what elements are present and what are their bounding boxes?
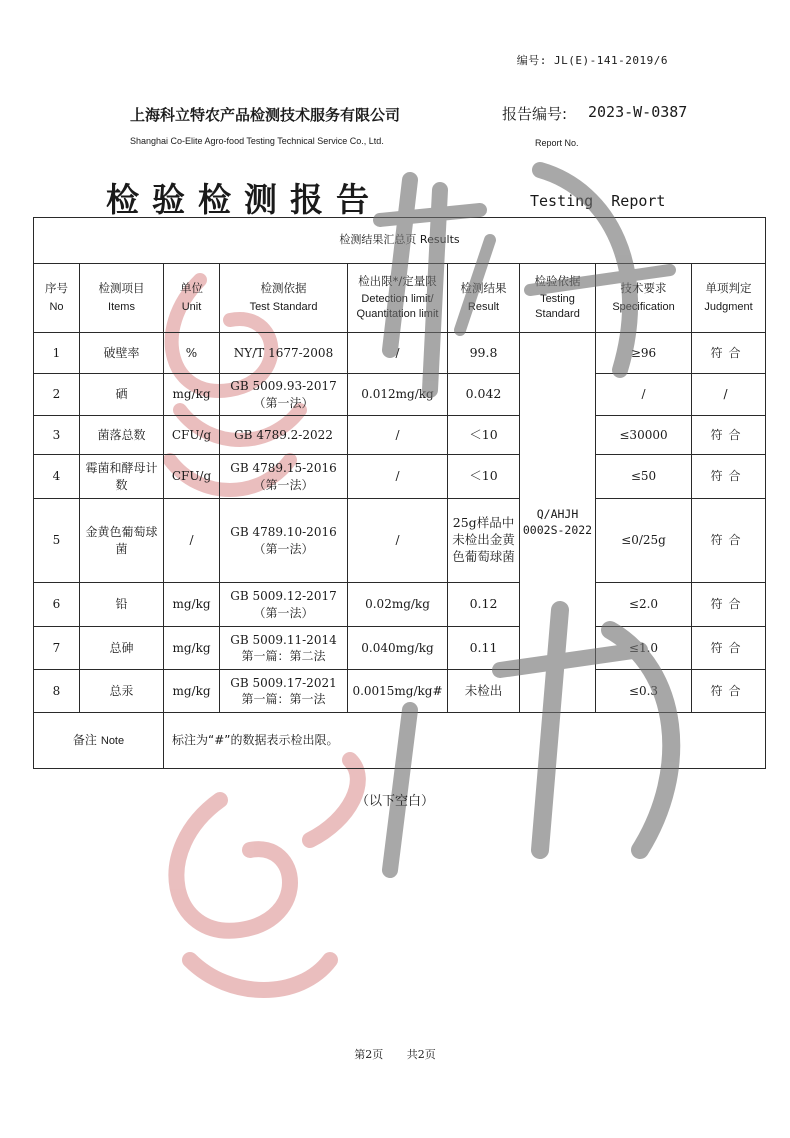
- cell-unit: mg/kg: [164, 627, 220, 670]
- cell-limit: 0.0015mg/kg#: [348, 670, 448, 713]
- cell-no: 4: [34, 455, 80, 499]
- company-name-en: Shanghai Co-Elite Agro-food Testing Technical Service Co., Ltd.: [130, 136, 384, 146]
- column-header-row: [34, 264, 766, 333]
- col-header-detection-limit: 检出限*/定量限 Detection limit/ Quantitation limit: [348, 264, 448, 333]
- col-header-testing-standard: 检验依据 Testing Standard: [520, 264, 596, 333]
- table-row: [34, 333, 766, 374]
- col-header-items: 检测项目 Items: [80, 264, 164, 333]
- cell-limit: 0.02mg/kg: [348, 583, 448, 627]
- cell-result: 未检出: [448, 670, 520, 713]
- cell-spec: ≥96: [596, 333, 692, 374]
- cell-testing-standard-merged: Q/AHJH 0002S-2022: [520, 333, 596, 713]
- col-header-unit: 单位 Unit: [164, 264, 220, 333]
- table-row: [34, 374, 766, 416]
- results-table: [33, 217, 766, 769]
- cell-standard: GB 5009.93-2017 （第一法）: [220, 374, 348, 416]
- cell-spec: ≤30000: [596, 416, 692, 455]
- cell-limit: 0.012mg/kg: [348, 374, 448, 416]
- cell-spec: ≤2.0: [596, 583, 692, 627]
- table-row: [34, 499, 766, 583]
- cell-spec: ≤1.0: [596, 627, 692, 670]
- cell-standard: GB 4789.15-2016 （第一法）: [220, 455, 348, 499]
- cell-item: 铅: [80, 583, 164, 627]
- col-header-specification: 技术要求 Specification: [596, 264, 692, 333]
- col-header-test-standard: 检测依据 Test Standard: [220, 264, 348, 333]
- cell-standard: NY/T 1677-2008: [220, 333, 348, 374]
- note-row: [34, 713, 766, 769]
- cell-spec: ≤50: [596, 455, 692, 499]
- note-text: 标注为“#”的数据表示检出限。: [164, 713, 766, 769]
- cell-unit: %: [164, 333, 220, 374]
- col-header-result: 检测结果 Result: [448, 264, 520, 333]
- cell-standard: GB 4789.2-2022: [220, 416, 348, 455]
- table-row: [34, 670, 766, 713]
- cell-result: 99.8: [448, 333, 520, 374]
- cell-result: 0.042: [448, 374, 520, 416]
- cell-result: 25g样品中未检出金黄色葡萄球菌: [448, 499, 520, 583]
- cell-no: 8: [34, 670, 80, 713]
- document-code: 编号: JL(E)-141-2019/6: [516, 54, 668, 67]
- blank-below-marker: （以下空白）: [355, 794, 434, 809]
- table-row: [34, 627, 766, 670]
- cell-unit: /: [164, 499, 220, 583]
- cell-no: 6: [34, 583, 80, 627]
- cell-item: 金黄色葡萄球菌: [80, 499, 164, 583]
- cell-no: 7: [34, 627, 80, 670]
- cell-unit: CFU/g: [164, 416, 220, 455]
- cell-standard: GB 5009.17-2021 第一篇：第一法: [220, 670, 348, 713]
- cell-judgment: 符合: [692, 455, 766, 499]
- table-row: [34, 455, 766, 499]
- cell-judgment: 符合: [692, 333, 766, 374]
- cell-result: ＜10: [448, 455, 520, 499]
- cell-judgment: 符合: [692, 416, 766, 455]
- cell-limit: /: [348, 499, 448, 583]
- cell-item: 总砷: [80, 627, 164, 670]
- col-header-judgment: 单项判定 Judgment: [692, 264, 766, 333]
- cell-item: 破壁率: [80, 333, 164, 374]
- cell-no: 3: [34, 416, 80, 455]
- page-footer: [0, 1046, 790, 1062]
- cell-judgment: 符合: [692, 670, 766, 713]
- report-number-label: 报告编号:: [502, 105, 568, 123]
- company-name-cn: 上海科立特农产品检测技术服务有限公司: [130, 106, 401, 124]
- cell-judgment: 符合: [692, 499, 766, 583]
- cell-no: 5: [34, 499, 80, 583]
- cell-spec: ≤0.3: [596, 670, 692, 713]
- page-number: 第2页: [354, 1048, 384, 1061]
- cell-judgment: 符合: [692, 583, 766, 627]
- cell-item: 总汞: [80, 670, 164, 713]
- col-header-no: 序号 No: [34, 264, 80, 333]
- page-total: 共2页: [406, 1048, 436, 1061]
- results-summary-title: 检测结果汇总页 Results: [34, 218, 766, 264]
- cell-unit: mg/kg: [164, 374, 220, 416]
- cell-spec: /: [596, 374, 692, 416]
- report-title-cn: 检验检测报告: [106, 180, 382, 219]
- cell-limit: /: [348, 455, 448, 499]
- cell-result: ＜10: [448, 416, 520, 455]
- table-row: [34, 583, 766, 627]
- report-title-en: Testing Report: [530, 192, 666, 210]
- table-row: [34, 416, 766, 455]
- cell-spec: ≤0/25g: [596, 499, 692, 583]
- cell-limit: /: [348, 333, 448, 374]
- cell-item: 菌落总数: [80, 416, 164, 455]
- cell-no: 1: [34, 333, 80, 374]
- cell-unit: mg/kg: [164, 583, 220, 627]
- cell-judgment: /: [692, 374, 766, 416]
- cell-result: 0.11: [448, 627, 520, 670]
- cell-standard: GB 5009.12-2017 （第一法）: [220, 583, 348, 627]
- cell-standard: GB 5009.11-2014 第一篇：第二法: [220, 627, 348, 670]
- cell-result: 0.12: [448, 583, 520, 627]
- cell-limit: /: [348, 416, 448, 455]
- cell-judgment: 符合: [692, 627, 766, 670]
- cell-unit: mg/kg: [164, 670, 220, 713]
- cell-no: 2: [34, 374, 80, 416]
- note-label: 备注 Note: [34, 713, 164, 769]
- cell-item: 硒: [80, 374, 164, 416]
- cell-item: 霉菌和酵母计数: [80, 455, 164, 499]
- cell-standard: GB 4789.10-2016 （第一法）: [220, 499, 348, 583]
- cell-unit: CFU/g: [164, 455, 220, 499]
- cell-limit: 0.040mg/kg: [348, 627, 448, 670]
- report-number-label-en: Report No.: [535, 138, 579, 148]
- report-number-value: 2023-W-0387: [588, 103, 688, 121]
